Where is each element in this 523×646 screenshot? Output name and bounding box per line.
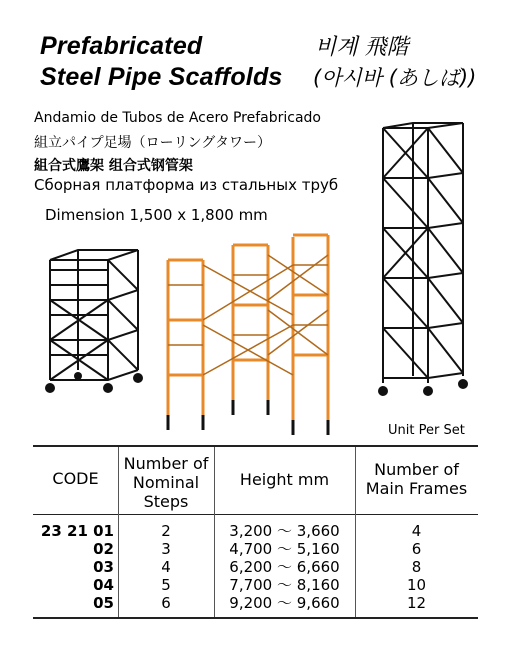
- small-scaffold-illustration: [38, 240, 158, 400]
- height-cell: 9,200 ～ 9,660: [229, 594, 340, 612]
- header-steps-line-1: Number of: [123, 454, 209, 473]
- code-cell: 23 21 01: [40, 522, 114, 540]
- korean-japanese-title: (아시바 (あしば)): [313, 66, 477, 90]
- table-header-rule: [33, 514, 478, 515]
- steps-cell: 2: [161, 522, 171, 540]
- frames-cell: 6: [411, 540, 422, 558]
- frames-cell: 12: [406, 594, 427, 612]
- frames-column: [355, 522, 478, 612]
- height-cell: 3,200 ～ 3,660: [229, 522, 340, 540]
- code-cell: 04: [93, 576, 114, 594]
- orange-scaffold-illustration: [158, 225, 368, 440]
- header-steps-line-3: Steps: [143, 492, 189, 511]
- code-column: [34, 522, 114, 612]
- code-cell: 05: [93, 594, 114, 612]
- tall-scaffold-illustration: [368, 118, 478, 408]
- steps-cell: 4: [161, 558, 171, 576]
- steps-cell: 6: [161, 594, 171, 612]
- subtitle-chinese: 組合式鷹架 组合式钢管架: [34, 158, 193, 174]
- dimension-label: Dimension 1,500 x 1,800 mm: [45, 206, 268, 224]
- header-code: CODE: [52, 469, 99, 488]
- header-frames-line-1: Number of: [374, 460, 459, 479]
- height-cell: 4,700 ～ 5,160: [229, 540, 340, 558]
- code-cell: 02: [93, 540, 114, 558]
- title-line-2: Steel Pipe Scaffolds: [40, 63, 283, 91]
- frames-cell: 10: [406, 576, 427, 594]
- height-cell: 6,200 ～ 6,660: [229, 558, 340, 576]
- unit-per-set-note: Unit Per Set: [388, 423, 465, 438]
- header-height: Height mm: [239, 470, 330, 489]
- code-cell: 03: [93, 558, 114, 576]
- korean-chinese-title: 비계 飛階: [315, 35, 409, 60]
- table-top-rule: [33, 445, 478, 447]
- frames-cell: 8: [411, 558, 422, 576]
- steps-column: [118, 522, 214, 612]
- header-steps: [118, 454, 214, 511]
- header-steps-line-2: Nominal: [132, 473, 200, 492]
- height-cell: 7,700 ～ 8,160: [229, 576, 340, 594]
- steps-cell: 5: [161, 576, 171, 594]
- subtitle-japanese: 組立パイプ足場（ローリングタワー）: [34, 135, 272, 151]
- subtitle-russian: Сборная платформа из стальных труб: [34, 176, 339, 194]
- title-line-1: Prefabricated: [40, 32, 203, 60]
- steps-cell: 3: [161, 540, 171, 558]
- header-frames: [355, 460, 478, 498]
- frames-cell: 4: [411, 522, 422, 540]
- header-frames-line-2: Main Frames: [365, 479, 468, 498]
- height-column: [214, 522, 355, 612]
- table-bottom-rule: [33, 617, 478, 619]
- subtitle-spanish: Andamio de Tubos de Acero Prefabricado: [34, 110, 321, 126]
